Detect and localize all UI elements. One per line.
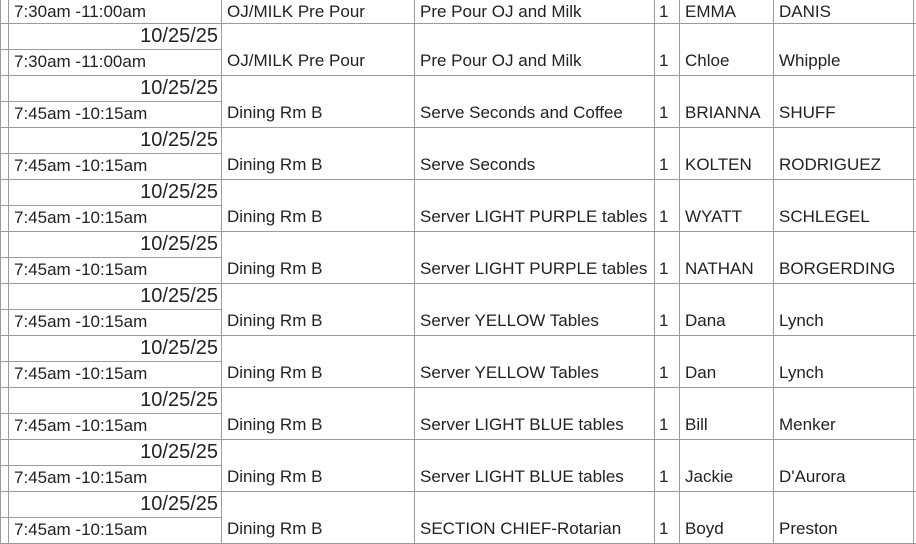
cell-task[interactable]: SECTION CHIEF-Rotarian bbox=[415, 492, 655, 544]
cell-task[interactable]: Server LIGHT BLUE tables bbox=[415, 440, 655, 492]
cell-time[interactable]: 7:45am -10:15am bbox=[9, 101, 222, 128]
row-edge-cell[interactable] bbox=[1, 284, 9, 310]
row-edge-cell[interactable] bbox=[1, 388, 9, 414]
cell-date[interactable]: 10/25/25 bbox=[9, 232, 222, 258]
cell-date[interactable]: 10/25/25 bbox=[9, 440, 222, 466]
table-row-date bbox=[1, 492, 916, 518]
cell-last-name[interactable]: RODRIGUEZ bbox=[774, 128, 914, 180]
cell-date[interactable]: 10/25/25 bbox=[9, 284, 222, 310]
cell-date[interactable]: 10/25/25 bbox=[9, 24, 222, 50]
cell-date[interactable]: 10/25/25 bbox=[9, 492, 222, 518]
cell-date[interactable]: 10/25/25 bbox=[9, 388, 222, 414]
table-row-date bbox=[1, 440, 916, 466]
cell-count[interactable]: 1 bbox=[655, 336, 680, 388]
row-edge-cell[interactable] bbox=[1, 413, 9, 440]
cell-last-name[interactable]: Whipple bbox=[774, 24, 914, 76]
row-edge-cell[interactable] bbox=[1, 440, 9, 466]
cell-location[interactable]: Dining Rm B bbox=[222, 232, 415, 284]
row-edge-cell[interactable] bbox=[1, 232, 9, 258]
row-edge-cell[interactable] bbox=[1, 101, 9, 128]
cell-task[interactable]: Server LIGHT PURPLE tables bbox=[415, 232, 655, 284]
table-row-date bbox=[1, 76, 916, 102]
table-row-date bbox=[1, 388, 916, 414]
cell-task[interactable]: Pre Pour OJ and Milk bbox=[415, 24, 655, 76]
cell-location[interactable]: OJ/MILK Pre Pour bbox=[222, 24, 415, 76]
cell-time[interactable]: 7:45am -10:15am bbox=[9, 413, 222, 440]
cell-time[interactable]: 7:30am -11:00am bbox=[9, 0, 222, 24]
row-edge-cell[interactable] bbox=[1, 492, 9, 518]
cell-count[interactable]: 1 bbox=[655, 128, 680, 180]
cell-task[interactable]: Serve Seconds bbox=[415, 128, 655, 180]
table-row-date bbox=[1, 284, 916, 310]
row-edge-cell[interactable] bbox=[1, 517, 9, 544]
cell-count[interactable]: 1 bbox=[655, 388, 680, 440]
row-edge-cell[interactable] bbox=[1, 24, 9, 50]
row-edge-cell[interactable] bbox=[1, 128, 9, 154]
cell-count[interactable]: 1 bbox=[655, 492, 680, 544]
cell-task[interactable]: Server YELLOW Tables bbox=[415, 336, 655, 388]
cell-first-name[interactable]: NATHAN bbox=[680, 232, 774, 284]
cell-date[interactable]: 10/25/25 bbox=[9, 128, 222, 154]
row-edge-cell[interactable] bbox=[1, 205, 9, 232]
cell-count[interactable]: 1 bbox=[655, 284, 680, 336]
cell-time[interactable]: 7:45am -10:15am bbox=[9, 205, 222, 232]
cell-count[interactable]: 1 bbox=[655, 180, 680, 232]
cell-task[interactable]: Server LIGHT BLUE tables bbox=[415, 388, 655, 440]
table-row-date bbox=[1, 232, 916, 258]
cell-time[interactable]: 7:45am -10:15am bbox=[9, 257, 222, 284]
cell-location[interactable]: Dining Rm B bbox=[222, 284, 415, 336]
cell-date[interactable]: 10/25/25 bbox=[9, 180, 222, 206]
cell-first-name[interactable]: Boyd bbox=[680, 492, 774, 544]
cell-first-name[interactable]: Bill bbox=[680, 388, 774, 440]
cell-first-name[interactable]: Jackie bbox=[680, 440, 774, 492]
cell-time[interactable]: 7:45am -10:15am bbox=[9, 517, 222, 544]
cell-last-name[interactable]: SCHLEGEL bbox=[774, 180, 914, 232]
cell-count[interactable]: 1 bbox=[655, 0, 680, 24]
cell-time[interactable]: 7:45am -10:15am bbox=[9, 465, 222, 492]
row-edge-cell[interactable] bbox=[1, 0, 9, 24]
row-edge-cell[interactable] bbox=[1, 180, 9, 206]
cell-count[interactable]: 1 bbox=[655, 76, 680, 128]
cell-task[interactable]: Server LIGHT PURPLE tables bbox=[415, 180, 655, 232]
row-edge-cell[interactable] bbox=[1, 257, 9, 284]
cell-location[interactable]: Dining Rm B bbox=[222, 180, 415, 232]
cell-time[interactable]: 7:45am -10:15am bbox=[9, 153, 222, 180]
table-row-date bbox=[1, 24, 916, 50]
cell-date[interactable]: 10/25/25 bbox=[9, 76, 222, 102]
row-edge-cell[interactable] bbox=[1, 76, 9, 102]
cell-task[interactable]: Server YELLOW Tables bbox=[415, 284, 655, 336]
row-edge-cell[interactable] bbox=[1, 309, 9, 336]
cell-first-name[interactable]: BRIANNA bbox=[680, 76, 774, 128]
cell-last-name[interactable]: Preston bbox=[774, 492, 914, 544]
row-edge-cell[interactable] bbox=[1, 153, 9, 180]
table-row bbox=[1, 0, 916, 24]
cell-task[interactable]: Pre Pour OJ and Milk bbox=[415, 0, 655, 24]
cell-last-name[interactable]: SHUFF bbox=[774, 76, 914, 128]
cell-task[interactable]: Serve Seconds and Coffee bbox=[415, 76, 655, 128]
row-edge-cell[interactable] bbox=[1, 49, 9, 76]
cell-location[interactable]: Dining Rm B bbox=[222, 128, 415, 180]
cell-location[interactable]: Dining Rm B bbox=[222, 492, 415, 544]
cell-location[interactable]: Dining Rm B bbox=[222, 336, 415, 388]
cell-count[interactable]: 1 bbox=[655, 232, 680, 284]
cell-location[interactable]: Dining Rm B bbox=[222, 388, 415, 440]
cell-first-name[interactable]: Dana bbox=[680, 284, 774, 336]
cell-last-name[interactable]: Menker bbox=[774, 388, 914, 440]
cell-last-name[interactable]: DANIS bbox=[774, 0, 914, 24]
cell-count[interactable]: 1 bbox=[655, 440, 680, 492]
cell-first-name[interactable]: Chloe bbox=[680, 24, 774, 76]
cell-last-name[interactable]: BORGERDING bbox=[774, 232, 914, 284]
cell-date[interactable]: 10/25/25 bbox=[9, 336, 222, 362]
cell-last-name[interactable]: Lynch bbox=[774, 336, 914, 388]
cell-count[interactable]: 1 bbox=[655, 24, 680, 76]
table-row-date bbox=[1, 336, 916, 362]
table-row-date bbox=[1, 180, 916, 206]
cell-location[interactable]: Dining Rm B bbox=[222, 440, 415, 492]
cell-time[interactable]: 7:45am -10:15am bbox=[9, 361, 222, 388]
cell-location[interactable]: OJ/MILK Pre Pour bbox=[222, 0, 415, 24]
cell-first-name[interactable]: EMMA bbox=[680, 0, 774, 24]
cell-first-name[interactable]: Dan bbox=[680, 336, 774, 388]
row-edge-cell[interactable] bbox=[1, 336, 9, 362]
schedule-body bbox=[1, 0, 916, 544]
cell-last-name[interactable]: D'Aurora bbox=[774, 440, 914, 492]
cell-location[interactable]: Dining Rm B bbox=[222, 76, 415, 128]
cell-first-name[interactable]: KOLTEN bbox=[680, 128, 774, 180]
table-row-date bbox=[1, 128, 916, 154]
cell-first-name[interactable]: WYATT bbox=[680, 180, 774, 232]
row-edge-cell[interactable] bbox=[1, 361, 9, 388]
cell-time[interactable]: 7:45am -10:15am bbox=[9, 309, 222, 336]
cell-time[interactable]: 7:30am -11:00am bbox=[9, 49, 222, 76]
cell-last-name[interactable]: Lynch bbox=[774, 284, 914, 336]
row-edge-cell[interactable] bbox=[1, 465, 9, 492]
